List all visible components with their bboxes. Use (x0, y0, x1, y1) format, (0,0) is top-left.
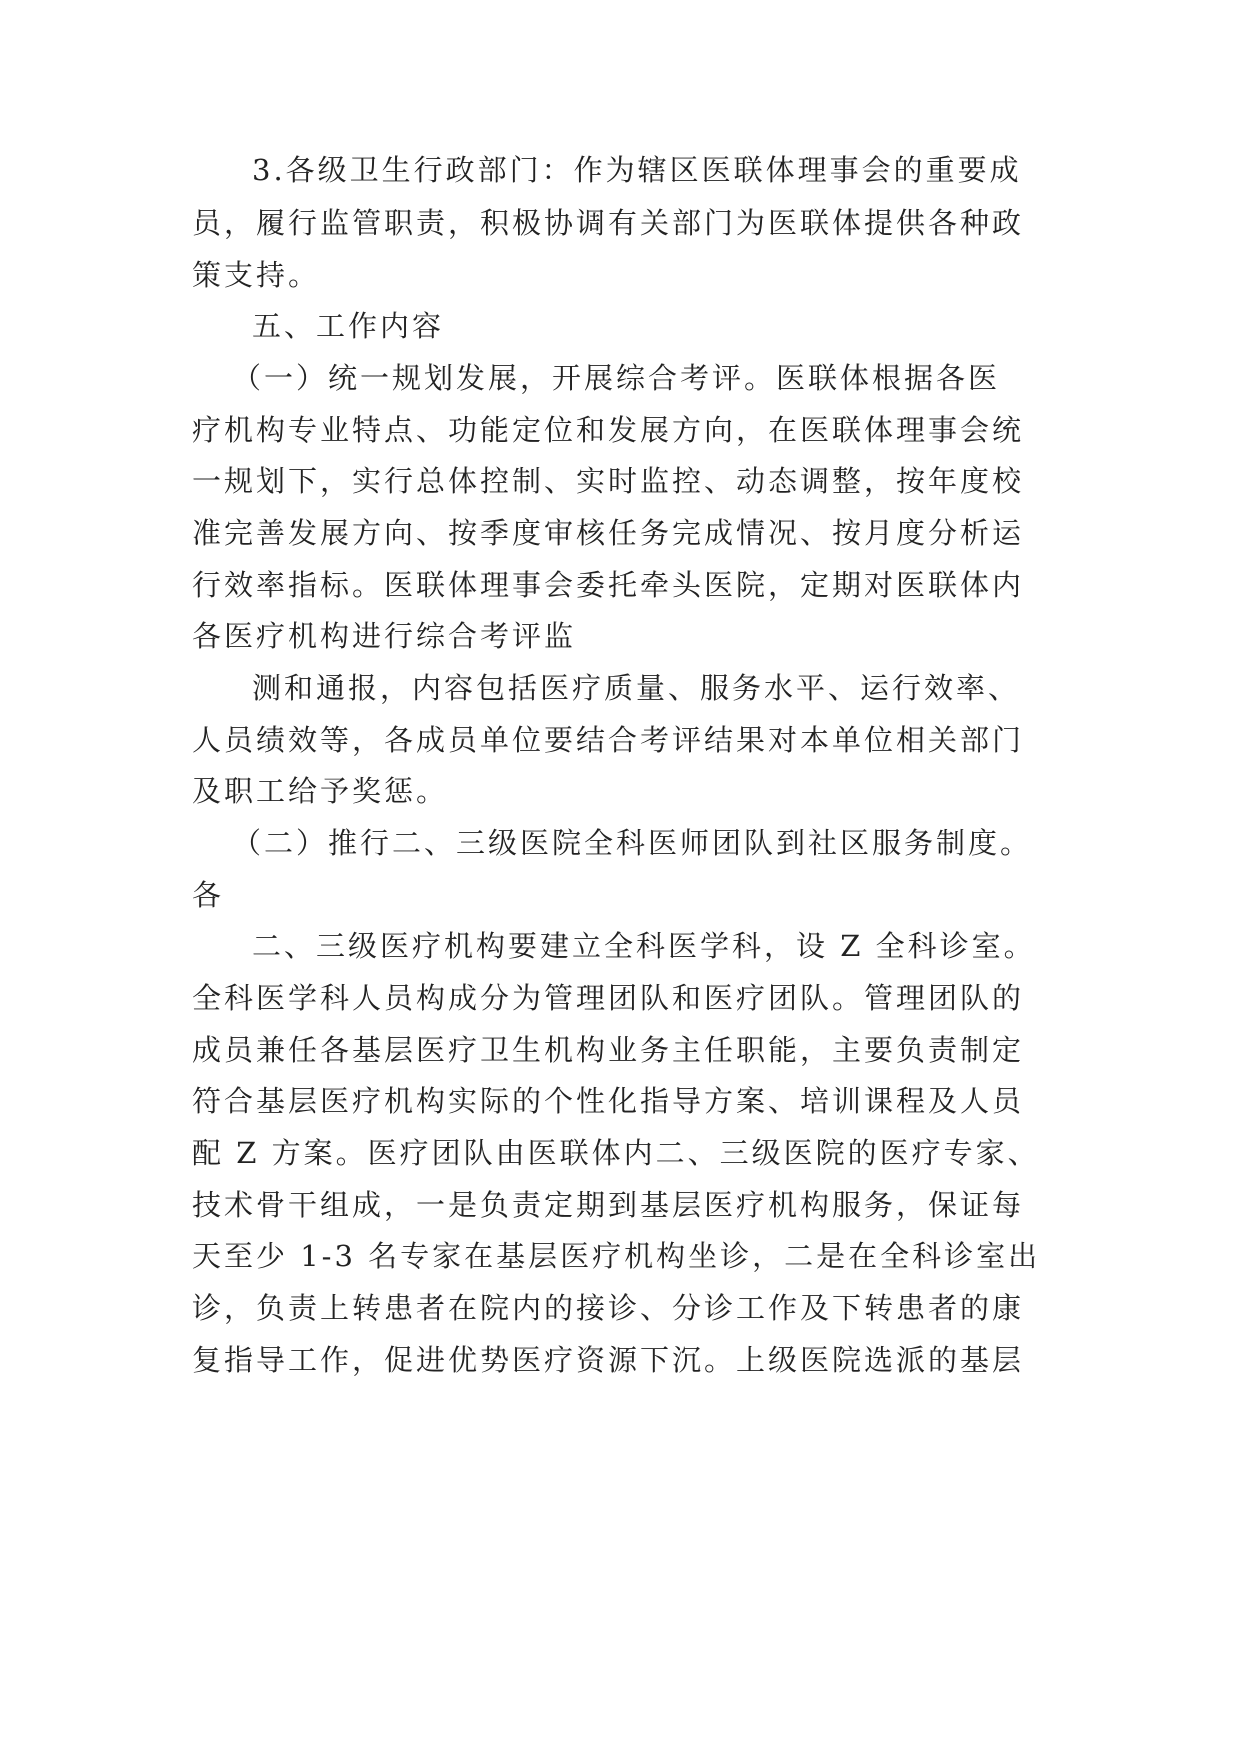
paragraph-line: 全科医学科人员构成分为管理团队和医疗团队。管理团队的 (192, 981, 1025, 1015)
paragraph-line: 疗机构专业特点、功能定位和发展方向，在医联体理事会统 (192, 413, 1025, 447)
paragraph-line: 各医疗机构进行综合考评监 (192, 619, 577, 653)
paragraph-line: 行效率指标。医联体理事会委托牵头医院，定期对医联体内 (192, 568, 1025, 602)
paragraph-line: 策支持。 (192, 258, 321, 292)
section-heading: 五、工作内容 (252, 309, 445, 343)
paragraph-line: 员，履行监管职责，积极协调有关部门为医联体提供各种政 (192, 206, 1025, 240)
paragraph-line: 复指导工作，促进优势医疗资源下沉。上级医院选派的基层 (192, 1343, 1025, 1377)
paragraph-line: 及职工给予奖惩。 (192, 774, 449, 808)
paragraph-line: 二、三级医疗机构要建立全科医学科，设 Z 全科诊室。 (252, 929, 1036, 963)
paragraph-line: 各 (192, 878, 225, 912)
paragraph-line: 一规划下，实行总体控制、实时监控、动态调整，按年度校 (192, 464, 1025, 498)
paragraph-line: 技术骨干组成，一是负责定期到基层医疗机构服务，保证每 (192, 1188, 1025, 1222)
paragraph-line: 天至少 1-3 名专家在基层医疗机构坐诊，二是在全科诊室出 (192, 1239, 1041, 1273)
paragraph-line: 诊，负责上转患者在院内的接诊、分诊工作及下转患者的康 (192, 1291, 1025, 1325)
paragraph-line: 3.各级卫生行政部门：作为辖区医联体理事会的重要成 (252, 153, 1022, 187)
subsection-heading-line: （一）统一规划发展，开展综合考评。医联体根据各医 (232, 361, 1001, 395)
paragraph-line: 准完善发展方向、按季度审核任务完成情况、按月度分析运 (192, 516, 1025, 550)
paragraph-line: 人员绩效等，各成员单位要结合考评结果对本单位相关部门 (192, 723, 1025, 757)
paragraph-line: 测和通报，内容包括医疗质量、服务水平、运行效率、 (252, 671, 1021, 705)
paragraph-line: 配 Z 方案。医疗团队由医联体内二、三级医院的医疗专家、 (192, 1136, 1040, 1170)
subsection-heading-line: （二）推行二、三级医院全科医师团队到社区服务制度。 (232, 826, 1033, 860)
paragraph-line: 符合基层医疗机构实际的个性化指导方案、培训课程及人员 (192, 1084, 1025, 1118)
paragraph-line: 成员兼任各基层医疗卫生机构业务主任职能，主要负责制定 (192, 1033, 1025, 1067)
